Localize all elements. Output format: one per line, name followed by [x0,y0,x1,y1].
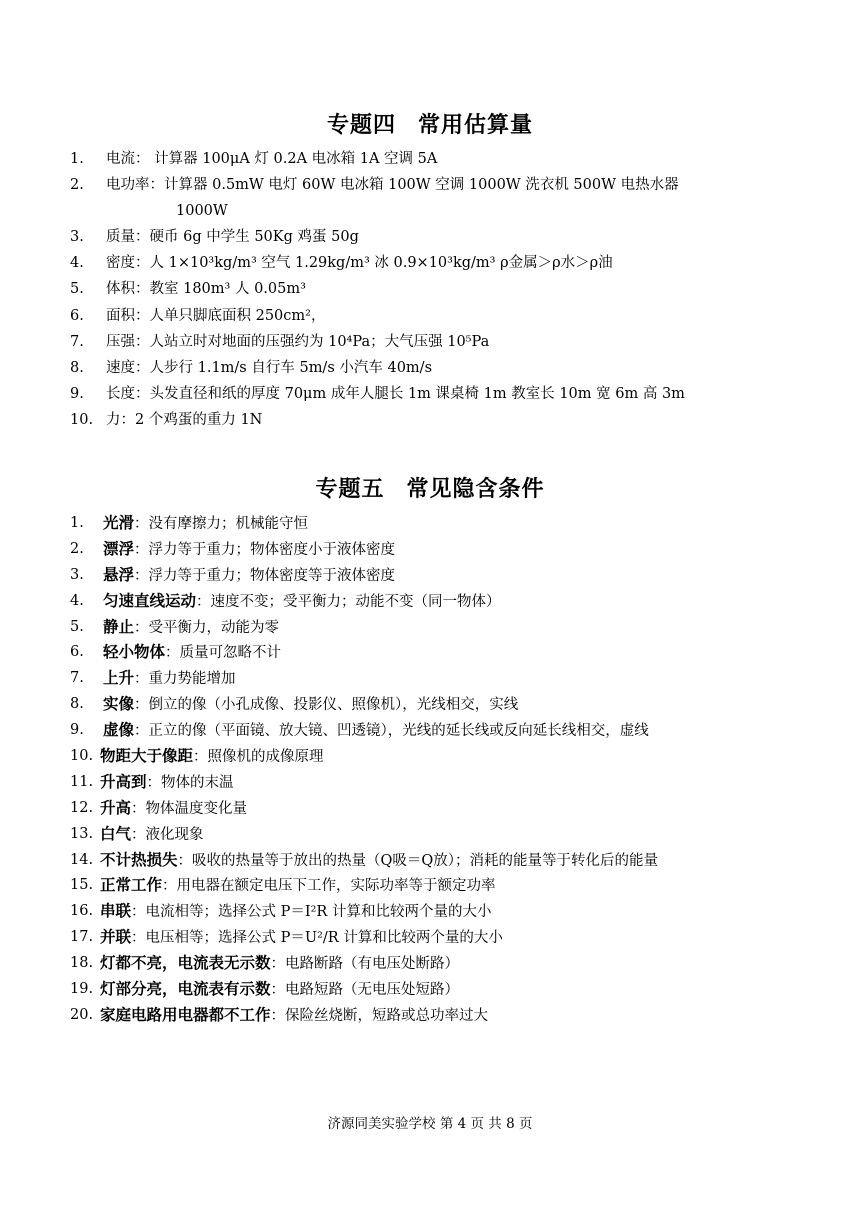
item-keyword: 并联 [100,928,132,947]
item-keyword: 物距大于像距 [100,747,194,766]
list-item [70,951,810,977]
item-number: 4. [70,255,84,272]
item-description: ：重力势能增加 [134,671,236,688]
item-description: ：用电器在额定电压下工作，实际功率等于额定功率 [162,878,496,895]
item-text: 面积：人单只脚底面积 250cm²， [106,307,326,324]
list-item [70,770,810,796]
list-item [70,329,810,355]
item-keyword: 漂浮 [103,539,135,558]
list-item [70,899,810,925]
section-five-title [0,472,860,503]
item-number: 6. [70,307,84,324]
item-text: 电流： 计算器 100μA 灯 0.2A 电冰箱 1A 空调 5A [106,151,438,167]
item-number: 2. [70,177,84,194]
list-item [70,796,810,822]
item-description: ：没有摩擦力；机械能守恒 [134,516,309,532]
item-number: 3. [70,566,84,583]
item-description: ：电流相等；选择公式 P＝I²R 计算和比较两个量的大小 [131,904,492,921]
item-text: 压强：人站立时对地面的压强约为 10⁴Pa；大气压强 10⁵Pa [106,333,490,350]
item-text: 速度：人步行 1.1m/s 自行车 5m/s 小汽车 40m/s [106,359,433,376]
item-text [106,172,806,224]
list-item [70,250,810,276]
item-description: ：物体的末温 [146,774,234,791]
item-number: 16. [70,903,94,920]
page-footer: 济源同美实验学校 第 4 页 共 8 页 [327,1116,533,1132]
item-description: ：吸收的热量等于放出的热量（Q吸＝Q放）；消耗的能量等于转化后的能量 [177,852,659,869]
item-keyword: 串联 [100,902,132,921]
item-keyword: 家庭电路用电器都不工作 [100,1005,271,1024]
item-number: 10. [70,411,94,428]
list-item [70,563,810,589]
item-description: ：保险丝烧断，短路或总功率过大 [270,1007,489,1024]
item-description: ：物体温度变化量 [131,800,248,817]
list-item [70,615,810,641]
item-number: 9. [70,385,84,402]
section-four-number: 专题四 [326,113,396,138]
item-keyword: 轻小物体 [103,643,166,662]
item-number: 15. [70,877,94,894]
list-item [70,925,810,951]
item-number: 9. [70,722,84,739]
item-keyword: 白气 [100,824,132,843]
estimates-list [70,146,810,433]
item-keyword: 升高到 [100,772,147,791]
item-number: 6. [70,644,84,661]
item-number: 8. [70,696,84,713]
item-number: 19. [70,981,94,998]
list-item [70,407,810,433]
item-description: ：电路短路（无电压处短路） [270,982,460,999]
item-keyword: 不计热损失 [100,850,178,869]
item-keyword: 静止 [103,617,135,636]
item-text: 密度：人 1×10³kg/m³ 空气 1.29kg/m³ 冰 0.9×10³kg/m³ ρ金属＞ρ水＞ρ油 [106,255,613,272]
item-number: 4. [70,592,84,609]
item-text-continuation: 1000W [176,203,228,220]
item-description: ：倒立的像（小孔成像、投影仪、照像机），光线相交，实线 [134,697,519,714]
item-description: ：照像机的成像原理 [193,749,324,766]
implied-conditions-list [70,511,810,1029]
list-item [70,537,810,563]
item-number: 7. [70,333,84,350]
item-text-line: 电功率：计算器 0.5mW 电灯 60W 电冰箱 100W 空调 1000W 洗衣机 500W 电热水器 [106,177,679,194]
section-four-heading: 常用估算量 [418,113,534,138]
item-keyword: 悬浮 [103,565,135,584]
item-keyword: 升高 [100,798,132,817]
item-text: 长度：头发直径和纸的厚度 70μm 成年人腿长 1m 课桌椅 1m 教室长 10m 宽 6m 高 3m [106,385,685,402]
item-text: 力：2 个鸡蛋的重力 1N [106,411,263,428]
item-keyword: 虚像 [103,721,135,740]
item-description: ：电路断路（有电压处断路） [270,956,460,973]
item-description: ：质量可忽略不计 [165,645,282,662]
item-keyword: 上升 [103,669,135,688]
item-description: ：速度不变；受平衡力；动能不变（同一物体） [196,593,501,610]
list-item [70,276,810,302]
item-keyword: 正常工作 [100,876,163,895]
item-number: 12. [70,799,94,816]
item-number: 1. [70,151,84,167]
item-number: 18. [70,955,94,972]
list-item [70,666,810,692]
item-number: 3. [70,229,84,246]
item-keyword: 光滑 [103,514,135,532]
item-number: 1. [70,515,84,531]
list-item [70,303,810,329]
item-number: 11. [70,773,94,790]
item-number: 14. [70,851,94,868]
item-number: 10. [70,748,94,765]
list-item [70,511,810,537]
list-item [70,744,810,770]
item-keyword: 灯部分亮，电流表有示数 [100,980,271,999]
list-item [70,718,810,744]
item-number: 8. [70,359,84,376]
item-description: ：浮力等于重力；物体密度等于液体密度 [134,567,396,584]
section-five-heading: 常见隐含条件 [406,477,545,502]
item-number: 13. [70,825,94,842]
list-item [70,589,810,615]
list-item [70,224,810,250]
item-number: 7. [70,670,84,687]
section-four-title [0,108,860,139]
list-item [70,355,810,381]
list-item [70,640,810,666]
list-item [70,146,810,172]
item-keyword: 灯都不亮，电流表无示数 [100,954,271,973]
list-item [70,977,810,1003]
list-item [70,172,810,224]
item-number: 2. [70,540,84,557]
list-item [70,822,810,848]
list-item [70,381,810,407]
item-keyword: 匀速直线运动 [103,591,197,610]
list-item [70,873,810,899]
item-description: ：液化现象 [131,826,204,843]
item-keyword: 实像 [103,695,135,714]
item-number: 17. [70,929,94,946]
list-item [70,848,810,874]
section-five-number: 专题五 [315,477,385,502]
item-number: 20. [70,1006,94,1023]
list-item [70,1003,810,1029]
item-description: ：浮力等于重力；物体密度小于液体密度 [134,541,396,558]
item-description: ：受平衡力，动能为零 [134,619,280,636]
item-description: ：正立的像（平面镜、放大镜、凹透镜），光线的延长线或反向延长线相交，虚线 [134,723,649,740]
item-number: 5. [70,281,84,298]
item-number: 5. [70,618,84,635]
item-text: 体积：教室 180m³ 人 0.05m³ [106,281,306,298]
item-description: ：电压相等；选择公式 P＝U²/R 计算和比较两个量的大小 [131,930,503,947]
list-item [70,692,810,718]
item-text: 质量：硬币 6g 中学生 50Kg 鸡蛋 50g [106,229,359,246]
